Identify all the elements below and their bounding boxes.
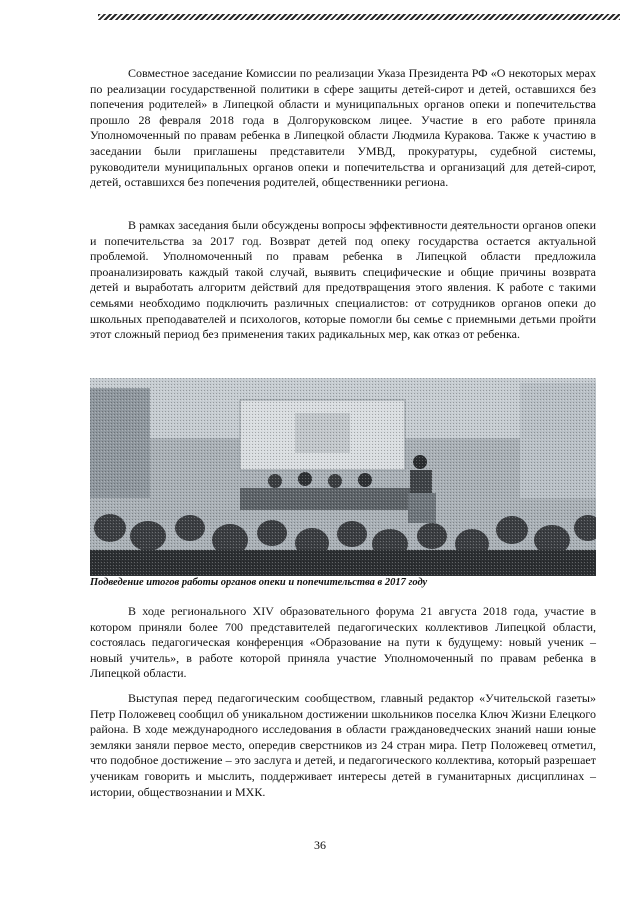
paragraph-text: В ходе регионального XIV образовательного форума 21 августа 2018 года, участие в котором приняли более 700 представителей педагогических коллективов Липецкой области, состоялась педагогическая конференция «Образование на пути к будущему: новый ученик – новый учитель», в работе которой приняла участие Уполномоченный по правам ребенка в Липецкой области. <box>90 604 596 681</box>
meeting-photo-illustration <box>90 378 596 576</box>
meeting-photo <box>90 378 596 576</box>
paragraph-text: Выступая перед педагогическим сообществом, главный редактор «Учительской газеты» Петр Положевец сообщил об уникальном достижении школьников поселка Ключ Жизни Елецкого района. В ходе международного исследования в области граждановедческих знаний наши юные земляки заняли первое место, опередив сверстников из 24 стран мира. Петр Положевец отметил, что подобное достижение – это заслуга и детей, и педагогического коллектива, который разрешает ученикам говорить и мыслить, поддерживает интересы детей в гуманитарных дисциплинах – истории, обществознании и МХК. <box>90 691 596 799</box>
paragraph-meeting <box>90 66 596 191</box>
paragraph-forum <box>90 604 596 682</box>
paragraph-text: В рамках заседания были обсуждены вопросы эффективности деятельности органов опеки и попечительства за 2017 год. Возврат детей под опеку государства остается актуальной проблемой. Уполномоченный по правам ребенка в Липецкой области предложила проанализировать каждый такой случай, выявить специфические и общие причины возврата детей и выработать алгоритм действий для предотвращения этого явления. К работе с такими семьями необходимо подключить различных специалистов: от сотрудников органов опеки до школьных преподавателей и психологов, которые помогли бы семье с приемными детьми пройти этот сложный период без применения таких радикальных мер, как отказ от ребенка. <box>90 218 596 342</box>
page-number: 36 <box>314 838 326 852</box>
top-decorative-rule <box>98 14 620 20</box>
paragraph-text: Совместное заседание Комиссии по реализации Указа Президента РФ «О некоторых мерах по реализации государственной политики в сфере защиты детей-сирот и детей, оставшихся без попечения родителей» в Липецкой области и муниципальных органов опеки и попечительства прошло 28 февраля 2018 года в Долгоруковском лицее. Участие в его работе приняла Уполномоченный по правам ребенка в Липецкой области Людмила Куракова. Также к участию в заседании были приглашены представители УМВД, прокуратуры, судебной системы, руководители муниципальных органов опеки и попечительства и организаций для детей-сирот, детей, оставшихся без попечения родителей, общественники региона. <box>90 66 596 190</box>
paragraph-speech <box>90 691 596 800</box>
photo-caption: Подведение итогов работы органов опеки и попечительства в 2017 году <box>90 577 428 588</box>
paragraph-discussion <box>90 218 596 343</box>
